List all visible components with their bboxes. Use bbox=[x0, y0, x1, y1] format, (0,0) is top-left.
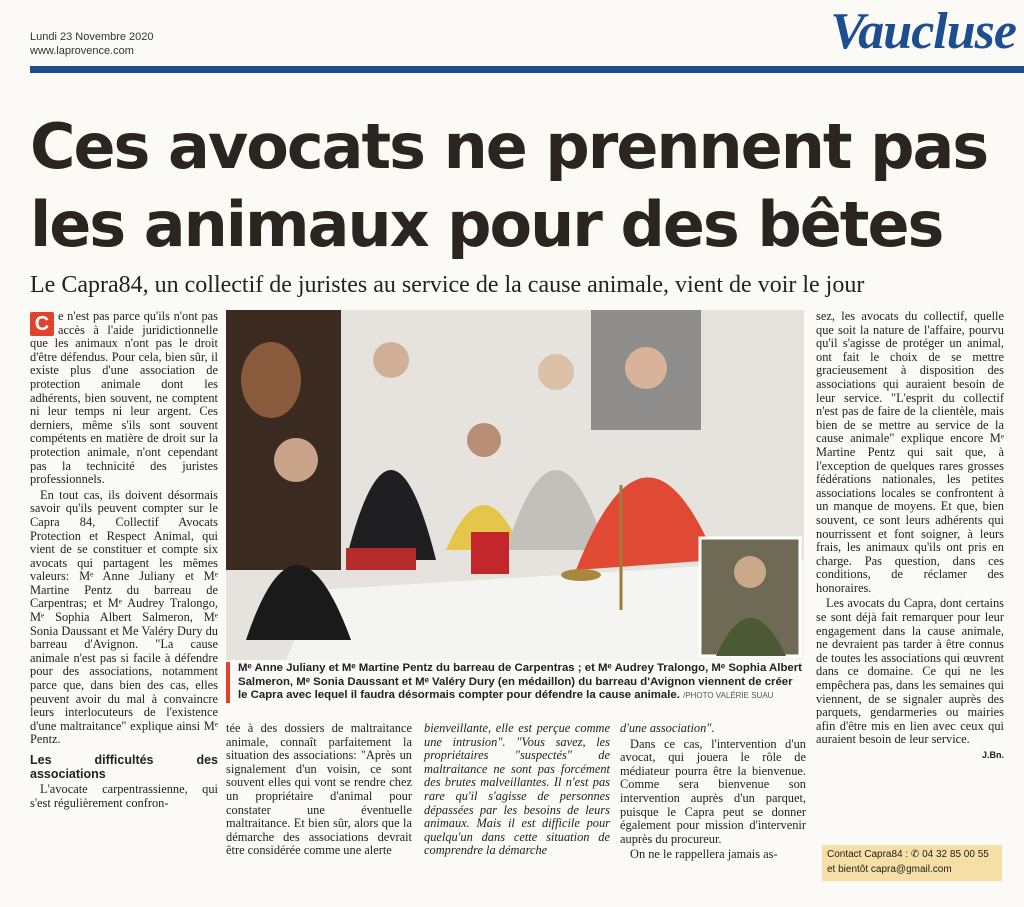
paragraph-col4-c: On ne le rappellera jamais as- bbox=[630, 847, 778, 862]
article-subhead: Le Capra84, un collectif de juristes au service de la cause animale, vient de voir le jour bbox=[30, 272, 865, 298]
paragraph-capra: En tout cas, ils doivent désormais savoir qu'ils peuvent compter sur le Capra 84, Collectif Avocats Protection et Respect Animal, qui vient de se constituer et compte six avocats qui partagent les mêmes valeurs: Mᵉ Anne Juliany et Mᵉ Martine Pentz du barreau de Carpentras; et Mᵉ Audrey Tralongo, Mᵉ Sophia Albert Salmeron, Mᵉ Sonia Daussant et Me Valéry Dury du barreau d'Avignon. "La cause animale n'est pas si facile à défendre pour des associations, notamment parce que, dans bien des cas, elles peuvent avoir du mal à convaincre leurs interlocuteurs de l'existence d'une maltraitance" explique ainsi Mᵉ Pentz. bbox=[30, 487, 218, 747]
paragraph-col2: tée à des dossiers de maltraitance animale, connaît parfaitement la situation des associations: "Après un signalement d'un voisin, ce sont souvent elles qui vont se rendre chez un propriétaire d'animal pour constater une éventuelle maltraitance. Et bien sûr, alors que la démarche des associations devrait être considérée comme une alerte bbox=[226, 721, 412, 858]
contact-email[interactable]: et bientôt capra@gmail.com bbox=[827, 864, 952, 875]
article-column-4 bbox=[620, 722, 806, 864]
drop-cap: C bbox=[30, 312, 54, 336]
paragraph-avocate: L'avocate carpentrassienne, qui s'est régulièrement confron- bbox=[30, 782, 218, 810]
contact-box bbox=[822, 845, 1002, 881]
article-column-5 bbox=[816, 310, 1004, 763]
paragraph-col3: bienveillante, elle est perçue comme une intrusion". "Vous savez, les propriétaires "suspectés" de maltraitance ne sont pas forcément des brutes malveillantes. Il n'est pas rare qu'il s'agisse de personnes dépassées par les besoins de leurs animaux. Mais il est difficile pour quelqu'un dans cette situation de comprendre la démarche bbox=[424, 721, 610, 858]
paragraph-col5-a: sez, les avocats du collectif, quelle que soit la nature de l'affaire, pourvu qu'il s'agisse de protéger un animal, ont fait le choix de se mettre gracieusement à disposition des associations qui auraient besoin de leur service. "L'esprit du collectif n'est pas de faire de la clientèle, mais bien de se mettre au service de la cause animale" explique encore Mᵉ Martine Pentz qui sait que, à l'exception de quelques rares grosses fédérations nationales, les petites associations locales se confrontent à un manque de moyens. Et que, bien souvent, ce sont leurs adhérents qui nourrissent et font soigner, à leurs frais, les animaux qu'ils ont pris en charge. Pas question, dans ces conditions, de réclamer des honoraires. bbox=[816, 309, 1004, 595]
article-column-3 bbox=[424, 722, 610, 860]
site-url[interactable]: www.laprovence.com bbox=[30, 45, 134, 57]
masthead-divider bbox=[30, 66, 1024, 73]
photo-credit: /PHOTO VALÉRIE SUAU bbox=[683, 691, 774, 700]
author-signature: J.Bn. bbox=[981, 750, 1004, 760]
photo-scene bbox=[226, 310, 804, 660]
paragraph-col4-b: Dans ce cas, l'intervention d'un avocat, qui jouera le rôle de médiateur pourra être la bienvenue. Comme sera bienvenue son intervention auprès d'un parquet, puisque le Capra peut se donner également pour mission d'intervenir auprès du procureur. bbox=[620, 736, 806, 846]
article-column-1 bbox=[30, 310, 218, 812]
contact-phone: Contact Capra84 : ✆ 04 32 85 00 55 bbox=[827, 849, 989, 860]
article-headline bbox=[30, 108, 990, 264]
photo-caption bbox=[226, 662, 804, 703]
masthead-meta bbox=[30, 30, 154, 58]
headline-line-1: Ces avocats ne prennent pas bbox=[30, 110, 988, 183]
article-photo bbox=[226, 310, 804, 660]
paragraph-col4-a: d'une association". bbox=[620, 721, 715, 735]
headline-line-2: les animaux pour des bêtes bbox=[30, 188, 943, 261]
article-column-2 bbox=[226, 722, 412, 860]
caption-text: Mᵉ Anne Juliany et Mᵉ Martine Pentz du barreau de Carpentras ; et Mᵉ Audrey Tralongo, Mᵉ Sophia Albert Salmeron, Mᵉ Sonia Daussant et Mᵉ Valéry Dury (en médaillon) du barreau d'Avignon viennent de créer le Capra avec lequel il faudra désormais compter pour défendre la cause animale. bbox=[238, 662, 802, 701]
section-title: Vaucluse bbox=[830, 3, 1016, 60]
section-subtitle: Les difficultés des associations bbox=[30, 753, 218, 781]
paragraph-col5-b: Les avocats du Capra, dont certains se sont déjà fait remarquer pour leur engagement dans la cause animale, ne devraient pas tarder à être connus de toutes les associations qui œuvrent dans ce domaine. Ce qui ne les empêchera pas, dans les semaines qui viennent, de se signaler auprès des parquets, gendarmeries ou mairies afin d'être mis en lien avec ceux qui auraient besoin de leur service. bbox=[816, 596, 1004, 747]
issue-date: Lundi 23 Novembre 2020 bbox=[30, 31, 154, 43]
paragraph-intro: e n'est pas parce qu'ils n'ont pas accès à l'aide juridictionnelle que les animaux n'ont pas le droit d'être défendus. Pour cela, bien sûr, il existe plus d'une association de protection animale dont les adhérents, bien souvent, ne comptent ni leur temps ni leur argent. Ces derniers, même s'ils sont souvent compétents en matière de droit sur la protection animale, n'ont cependant pas la technicité des juristes professionnels. bbox=[30, 309, 218, 487]
